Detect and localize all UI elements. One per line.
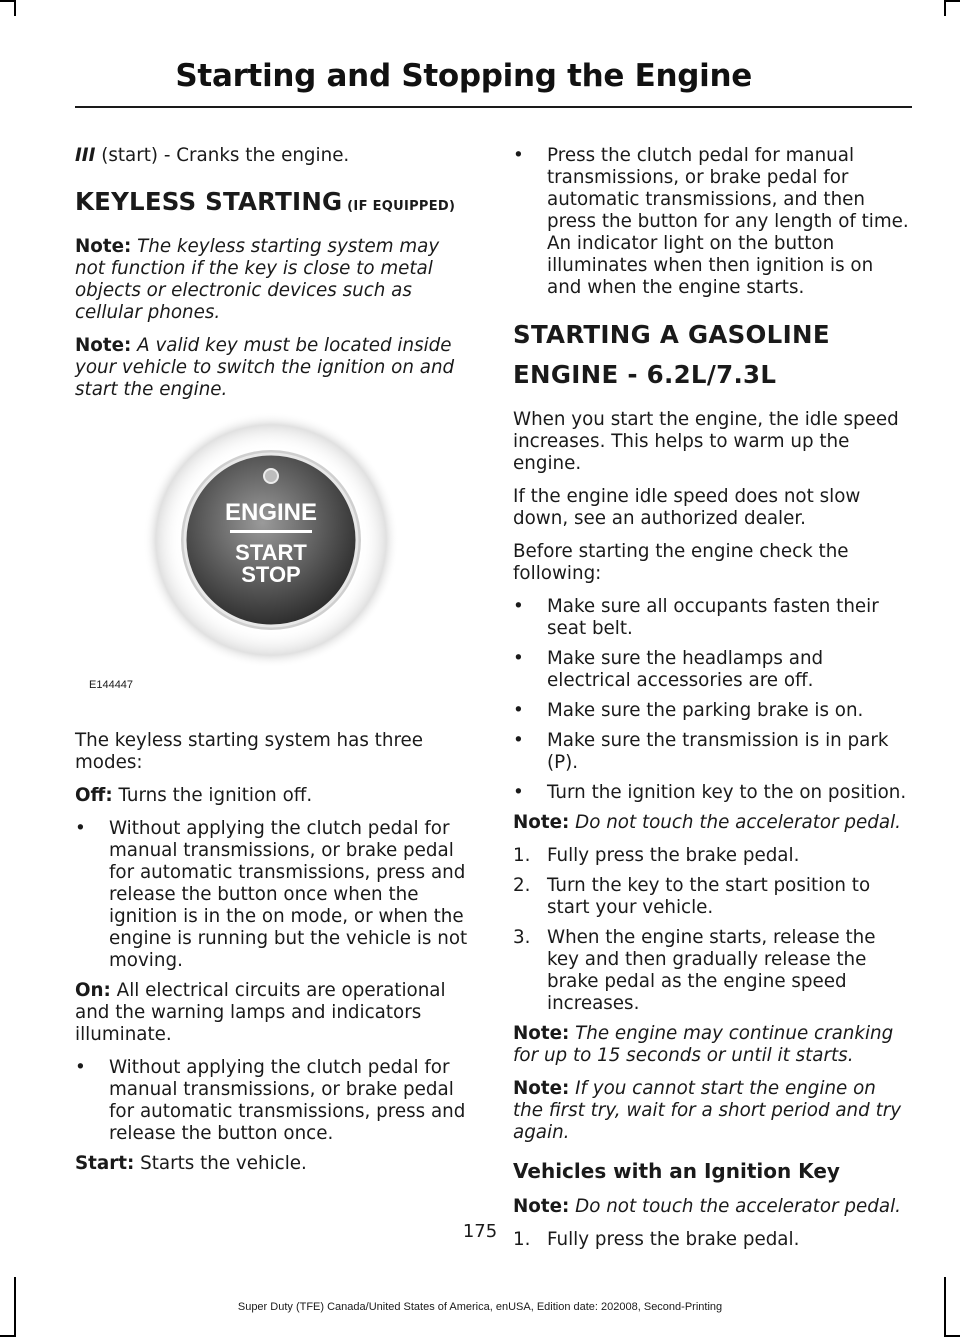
step-number: 3.	[513, 927, 531, 948]
mode-on-text: All electrical circuits are operational and the warning lamps and indicators illuminate.	[75, 980, 446, 1045]
crop-mark	[944, 0, 946, 16]
list-item-text: Turn the ignition key to the on position.	[547, 782, 907, 803]
list-item	[75, 818, 470, 972]
list-item	[513, 700, 911, 722]
heading-line: STARTING A GASOLINE	[513, 320, 830, 349]
start-button-figure	[75, 412, 470, 712]
mode-on	[75, 980, 470, 1046]
paragraph: If the engine idle speed does not slow down, see an authorized dealer.	[513, 486, 861, 529]
list-item-text: Without applying the clutch pedal for manual transmissions, or brake pedal for automatic transmissions, press and release the button once.	[109, 1057, 466, 1144]
section-heading-text: KEYLESS STARTING	[75, 187, 343, 216]
step-number: 2.	[513, 875, 531, 896]
list-item-text: Fully press the brake pedal.	[547, 845, 800, 866]
button-label-stop: STOP	[241, 562, 301, 587]
header-divider	[75, 106, 912, 108]
crop-mark	[944, 0, 960, 2]
list-item-text: When the engine starts, release the key and then gradually release the brake pedal as the engine speed increases.	[547, 927, 876, 1014]
bullet-icon: •	[513, 596, 524, 617]
bullet-icon: •	[513, 648, 524, 669]
paragraph: When you start the engine, the idle speed increases. This helps to warm up the engine.	[513, 409, 899, 474]
section-heading-suffix: (IF EQUIPPED)	[342, 199, 456, 214]
list-item	[513, 648, 911, 692]
paragraph: Before starting the engine check the following:	[513, 541, 849, 584]
list-item-text: Turn the key to the start position to start your vehicle.	[547, 875, 871, 918]
start-stop-button-icon	[75, 412, 470, 692]
figure-id: E144447	[89, 679, 134, 691]
mode-off-text: Turns the ignition off.	[112, 785, 313, 806]
intro-text: (start) - Cranks the engine.	[95, 145, 350, 166]
bullet-icon: •	[513, 730, 524, 751]
note-text: If you cannot start the engine on the first try, wait for a short period and try again.	[513, 1078, 902, 1143]
page-number: 175	[462, 1221, 498, 1242]
note-text: The engine may continue cranking for up to 15 seconds or until it starts.	[513, 1023, 894, 1066]
note-paragraph	[513, 812, 911, 834]
modes-intro: The keyless starting system has three modes:	[75, 730, 424, 773]
mode-on-label: On:	[75, 980, 111, 1001]
note-paragraph	[513, 1078, 911, 1144]
note-paragraph	[513, 1023, 911, 1067]
list-item-text: Make sure the transmission is in park (P).	[547, 730, 889, 773]
list-item	[513, 596, 911, 640]
page-title: Starting and Stopping the Engine	[175, 58, 752, 94]
note-paragraph	[513, 1196, 911, 1218]
note-label: Note:	[75, 335, 132, 356]
note-text: The keyless starting system may not function if the key is close to metal objects or electronic devices such as cellular phones.	[75, 236, 440, 323]
crop-mark	[14, 0, 16, 16]
list-item	[513, 730, 911, 774]
list-item	[75, 1057, 470, 1145]
intro-paragraph	[75, 145, 470, 167]
bullet-icon: •	[75, 1057, 86, 1078]
step-number: 1.	[513, 1229, 531, 1250]
footer-edition: Super Duty (TFE) Canada/United States of America, enUSA, Edition date: 202008, Second-Printing	[237, 1301, 723, 1313]
note-label: Note:	[75, 236, 132, 257]
bullet-icon: •	[75, 818, 86, 839]
list-item	[513, 782, 911, 804]
mode-start-text: Starts the vehicle.	[134, 1153, 307, 1174]
bullet-icon: •	[513, 700, 524, 721]
list-item	[513, 845, 911, 867]
list-item	[513, 145, 911, 299]
button-label-engine: ENGINE	[224, 499, 318, 526]
mode-off	[75, 785, 470, 807]
list-item	[513, 927, 911, 1015]
right-column	[513, 145, 911, 1259]
note-label: Note:	[513, 1023, 570, 1044]
note-text: Do not touch the accelerator pedal.	[569, 812, 901, 833]
list-item-text: Make sure all occupants fasten their seat belt.	[547, 596, 879, 639]
note-label: Note:	[513, 1196, 570, 1217]
mode-start	[75, 1153, 470, 1175]
intro-term: III	[75, 145, 96, 166]
list-item-text: Without applying the clutch pedal for manual transmissions, or brake pedal for automatic transmissions, press and release the button once when the ignition is in the on mode, or when the engine is running but the vehicle is not moving.	[109, 818, 468, 971]
note-text: A valid key must be located inside your vehicle to switch the ignition on and start the engine.	[75, 335, 455, 400]
bullet-icon: •	[513, 782, 524, 803]
list-item-text: Press the clutch pedal for manual transmissions, or brake pedal for automatic transmissions, and then press the button for any length of time. An indicator light on the button illuminates when then ignition is on and when the engine starts.	[547, 145, 909, 298]
list-item	[513, 875, 911, 919]
note-paragraph	[75, 236, 470, 324]
note-label: Note:	[513, 1078, 570, 1099]
list-item-text: Make sure the headlamps and electrical accessories are off.	[547, 648, 824, 691]
section-heading-keyless	[75, 187, 470, 218]
subheading-ignition-key: Vehicles with an Ignition Key	[513, 1159, 840, 1183]
mode-off-label: Off:	[75, 785, 113, 806]
section-heading-gasoline	[513, 315, 911, 395]
list-item-text: Fully press the brake pedal.	[547, 1229, 800, 1250]
left-column	[75, 145, 470, 1186]
note-label: Note:	[513, 812, 570, 833]
list-item-text: Make sure the parking brake is on.	[547, 700, 864, 721]
step-number: 1.	[513, 845, 531, 866]
mode-start-label: Start:	[75, 1153, 135, 1174]
note-paragraph	[75, 335, 470, 401]
button-label-start: START	[235, 540, 307, 565]
bullet-icon: •	[513, 145, 524, 166]
note-text: Do not touch the accelerator pedal.	[569, 1196, 901, 1217]
heading-line: ENGINE - 6.2L/7.3L	[513, 360, 777, 389]
